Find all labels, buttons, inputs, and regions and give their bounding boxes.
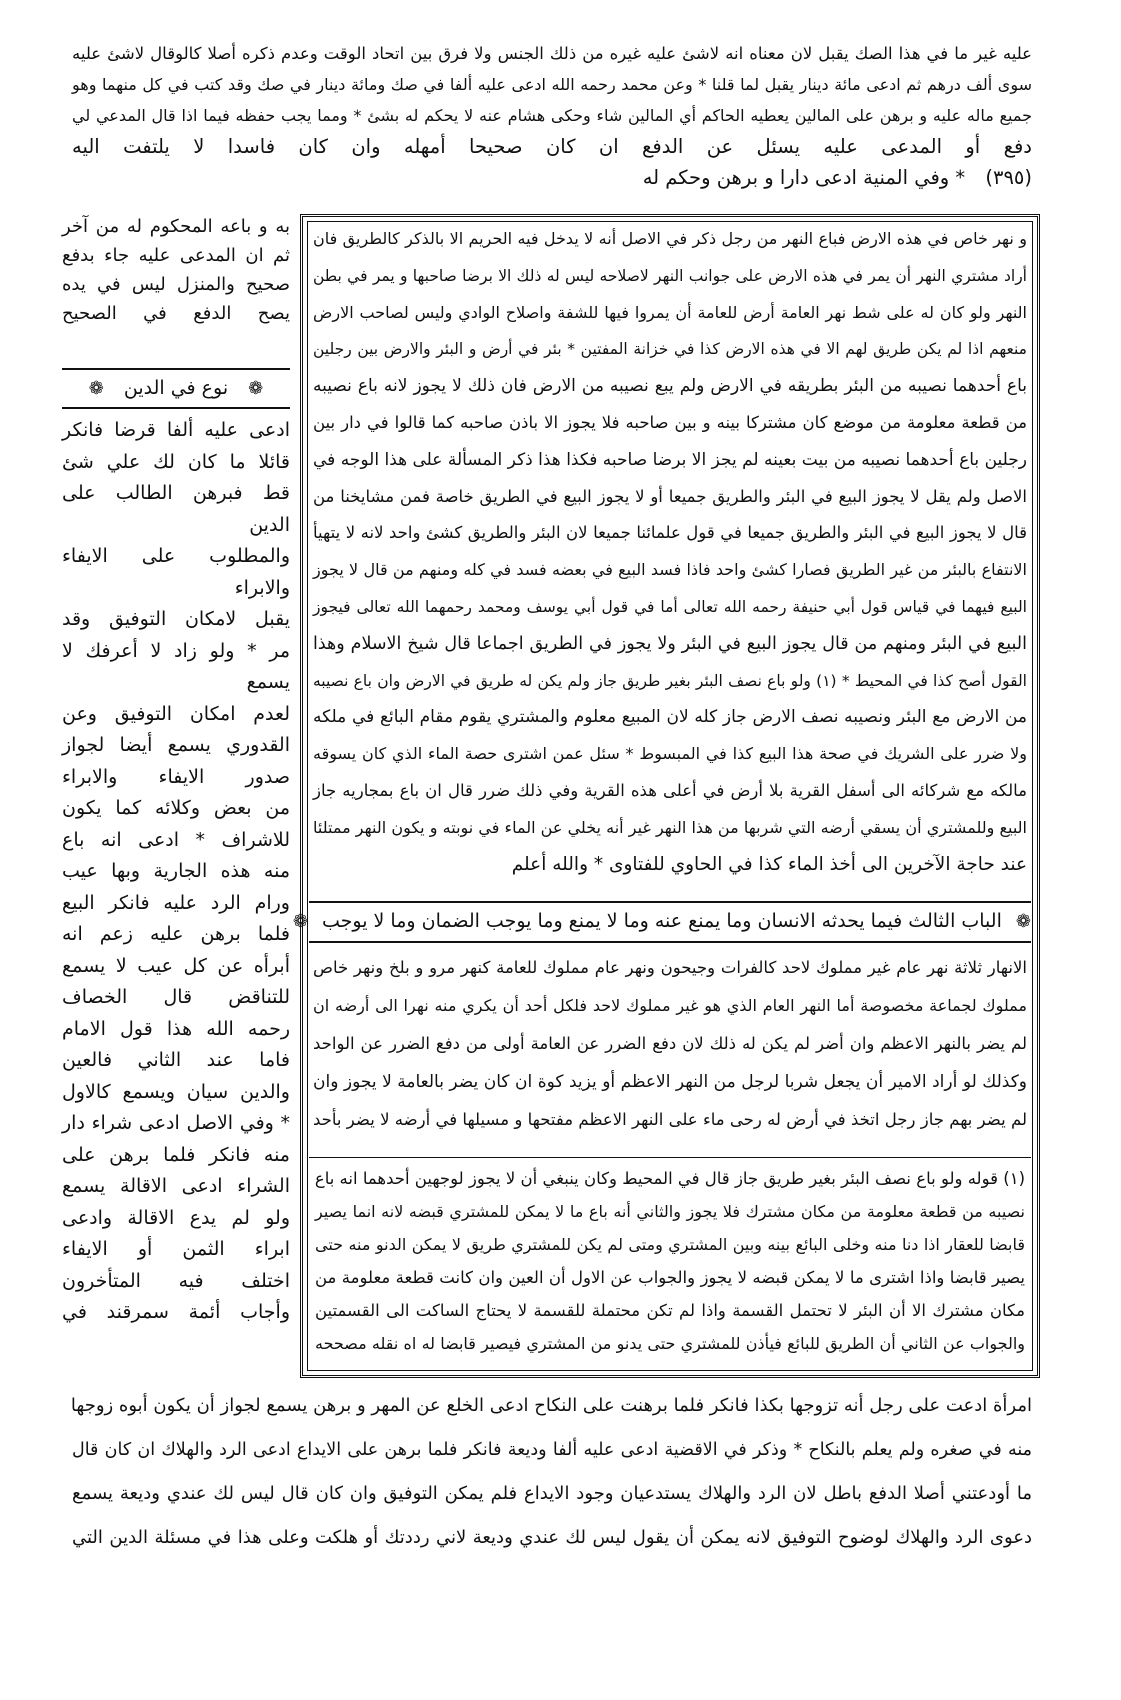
text-line: والجواب عن الثاني أن الطريق للبائع فيأذن للمشتري حتى يدنو من المشتري فيصير قابضا له اه نقله مصححه	[315, 1334, 1025, 1353]
text-line: صدور الايفاء والابراء	[62, 765, 290, 788]
chapter-heading-text: الباب الثالث فيما يحدثه الانسان وما يمنع عنه وما لا يمنع وما يوجب الضمان وما لا يوجب	[322, 910, 1002, 932]
main-paragraph	[313, 221, 1027, 889]
text-line: الانتفاع بالبئر من غير الطريق فصارا كشئ واحد فاذا فسد البيع في بعضه فسد في كله ومنهم من قال لا يجوز	[313, 560, 1027, 580]
text-line: والدين سيان ويسمع كالاول	[62, 1080, 290, 1103]
text-line: عليه غير ما في هذا الصك يقبل لان معناه انه لاشئ عليه غيره من ذلك الجنس ولا فرق بين اتحاد الوقت وعدم ذكره أصلا كالوقال لاشئ عليه	[72, 44, 1032, 63]
text-line: سوى ألف درهم ثم ادعى مائة دينار يقبل لما قلنا * وعن محمد رحمه الله ادعى عليه ألفا في صك ومائة دينار في صك وقد كتب في كل منهما وهو	[72, 75, 1032, 94]
text-line: قائلا ما كان لك علي شئ	[62, 450, 290, 473]
text-line: منعهم اذا لم يكن طريق لهم الا في هذه الارض كذا في خزانة المفتين * بئر في أرض و البئر والارض بين رجلين	[313, 340, 1027, 359]
text-line: ما أودعتني أصلا الدفع باطل لان الرد والهلاك يستدعيان وجود الايداع فلم يمكن التوفيق وان كان قال ليس لك عندي وديعة يسمع	[72, 1483, 1032, 1504]
text-line: ثم ان المدعى عليه جاء بدفع	[62, 245, 290, 266]
text-line: منه هذه الجارية وبها عيب	[62, 860, 290, 882]
text-line: ورام الرد عليه فانكر البيع	[62, 891, 290, 914]
text-line: الانهار ثلاثة نهر عام غير مملوك لاحد كالفرات وجيحون ونهر عام مملوك للعامة كنهر مرو و بلخ ونهر خاص	[313, 958, 1027, 977]
text-line: ابراء الثمن أو الايفاء	[62, 1238, 290, 1260]
text-line: باع أحدهما نصيبه من البئر بطريقه في الارض ولم يبع نصيبه من الارض فان ذلك لا يجوز لانه باع نصيبه	[313, 376, 1027, 397]
text-line: رحمه الله هذا قول الامام	[62, 1017, 290, 1040]
text-line: وكذلك لو أراد الامير أن يجعل شربا لرجل من النهر الاعظم أو يزيد كوة ان كان يضر بالعامة لا يجوز وان	[313, 1072, 1027, 1092]
text-line: من قطعة معلومة من موضع كان مشتركا بينه و بين صاحبه فلا يجوز الا باذن صاحبه كما قالوا في دار بين	[313, 412, 1027, 432]
text-line: لم يضر بالنهر الاعظم وان أضر لم يكن له ذلك لان دفع الضرر عن العامة أولى من دفع الضرر عن الواحد	[313, 1034, 1027, 1053]
text-line: نصيبه من قطعة معلومة من مكان مشترك فلا يجوز والثاني أنه باع ما لا يمكن للمشتري قبضه لانه انما يصير	[315, 1202, 1025, 1221]
text-line: للاشراف * ادعى انه باع	[62, 828, 290, 851]
ornament-icon: ❁	[88, 378, 104, 399]
chapter-paragraph	[313, 949, 1027, 1149]
text-line: ولو لم يدع الاقالة وادعى	[62, 1206, 290, 1229]
side-heading-text: نوع في الدين	[123, 377, 229, 399]
text-line: من الارض مع البئر ونصيبه نصف الارض جاز كله لان المبيع معلوم والمشتري يقوم مقام البائع في ملكه	[313, 707, 1027, 728]
text-line: القدوري يسمع أيضا لجواز	[62, 734, 290, 756]
text-line: مكان مشترك الا أن البئر لا تحتمل القسمة واذا لم تكن محتملة للقسمة لا يحتاج الساكت الى القسمتين	[315, 1301, 1025, 1320]
text-line: لعدم امكان التوفيق وعن	[62, 702, 290, 725]
footnote-box	[309, 1157, 1031, 1366]
text-line: البيع وللمشتري أن يسقي أرضه التي شربها من هذا النهر غير أنه يخلي عن الماء في نوبته و يكون النهر ممتلئا	[313, 817, 1027, 837]
text-line: اختلف فيه المتأخرون	[62, 1269, 290, 1292]
text-line: لم يضر بهم جاز رجل اتخذ في أرض له رحى ماء على النهر الاعظم مفتحها و مسيلها في أرضه لا يضر بأحد	[313, 1110, 1027, 1129]
text-line: مملوك لجماعة مخصوصة أما النهر العام الذي هو غير مملوك لاحد فلكل أحد أن يكري منه نهرا الى أرضه ان	[313, 996, 1027, 1015]
ornament-icon: ❁	[292, 911, 308, 932]
text-line: قال لا يجوز البيع في البئر والطريق جميعا في قول علمائنا جميعا لان البئر والطريق كشئ واحد لانه لا يتهيأ	[313, 523, 1027, 543]
text-line: من بعض وكلائه كما يكون	[62, 797, 290, 819]
text-line: أبرأه عن كل عيب لا يسمع	[62, 954, 290, 977]
text-line: منه في صغره ولم يعلم بالنكاح * وذكر في الاقضية ادعى عليه ألفا وديعة فانكر فلما برهن على الايداع ادعى الرد والهلاك ان كان قال	[72, 1440, 1032, 1460]
text-line: أراد مشتري النهر أن يمر في هذه الارض على جوانب النهر لاصلاحه ليس له ذلك الا برضا صاحبها و يمر في بطن	[313, 266, 1027, 285]
ornament-icon: ❁	[1015, 911, 1031, 932]
footnote-paragraph	[315, 1162, 1025, 1362]
text-line: يقبل لامكان التوفيق وقد	[62, 608, 290, 630]
text-line: دعوى الرد والهلاك لوضوح التوفيق لانه يمكن أن يقول ليس لك عندي وديعة لاني رددتك أو هلكت وعلى هذا في مسئلة الدين التي	[72, 1527, 1032, 1548]
text-line: دفع أو المدعى عليه يسئل عن الدفع ان كان صحيحا أمهله وان كان فاسدا لا يلتفت اليه	[72, 135, 1032, 158]
text-line: فلما برهن عليه زعم انه	[62, 923, 290, 945]
text-line: ولا ضرر على الشريك في صحة هذا البيع كذا في المبسوط * سئل عمن اشترى حصة الماء الذي كان يسوقه	[313, 744, 1027, 764]
page-number: (٣٩٥)	[985, 166, 1032, 189]
text-line: وأجاب أئمة سمرقند في	[62, 1301, 290, 1323]
text-line: البيع في البئر ومنهم من قال يجوز البيع في البئر ولا يجوز في الطريق اجماعا قال شيخ الاسلام وهذا	[313, 633, 1027, 654]
text-line: والمطلوب على الايفاء والابراء	[62, 545, 290, 599]
text-line: يصير قابضا واذا اشترى ما لا يمكن قبضه لا يجوز والجواب عن الاول أن العين وان كانت قطعة معلومة من	[315, 1268, 1025, 1287]
text-line: القول أصح كذا في المحيط * (١) ولو باع نصف البئر بغير طريق جاز ولم يكن له طريق في الارض وان باع نصيبه	[313, 671, 1027, 690]
text-line: منه فانكر فلما برهن على	[62, 1143, 290, 1166]
text-line: جميع ماله عليه و برهن على المالين يعطيه الحاكم أي المالين شاء وحكى هشام عنه لا يحكم له بشئ * ومما يجب حفظه فيما اذا قال المدعي لي	[72, 106, 1032, 125]
side-section-heading	[62, 368, 290, 409]
text-line: قابضا للعقار اذا دنا منه وخلى البائع بينه وبين المشتري ومتى لم يكن للمشتري طريق لا يمكن الدنو منه حتى	[315, 1235, 1025, 1254]
text-line: صحيح والمنزل ليس في يده	[62, 274, 290, 295]
top-paragraph	[72, 38, 1032, 208]
ornament-icon: ❁	[248, 378, 264, 399]
text-line: * وفي الاصل ادعى شراء دار	[62, 1112, 290, 1134]
text-line-with-page-number	[72, 162, 1032, 193]
text-line: مر * ولو زاد لا أعرفك لا يسمع	[62, 639, 290, 693]
text-line: رجلين باع أحدهما نصيبه من بيت بعينه لم يجز الا برضا صاحبه فكذا هذا ذكر المسألة على هذا الوجه في	[313, 449, 1027, 470]
text-line: للتناقض قال الخصاف	[62, 986, 290, 1008]
side-top-paragraph	[62, 212, 290, 362]
text-line: قط فبرهن الطالب على الدين	[62, 482, 290, 536]
text-line: عند حاجة الآخرين الى أخذ الماء كذا في الحاوي للفتاوى * والله أعلم	[511, 853, 1027, 875]
text-line: امرأة ادعت على رجل أنه تزوجها بكذا فانكر فلما برهنت على النكاح ادعى الخلع عن المهر و برهن يسمع لجواز أن يكون أبوه زوجها	[70, 1395, 1032, 1416]
text-line: الاصل ولم يقل لا يجوز البيع في البئر والطريق جميعا أو لا يجوز البيع في الطريق خاصة فمن مشايخنا من	[313, 486, 1027, 506]
text-line: * وفي المنية ادعى دارا و برهن وحكم له	[642, 166, 966, 189]
text-line: يصح الدفع في الصحيح	[62, 303, 290, 324]
text-line: (١) قوله ولو باع نصف البئر بغير طريق جاز قال في المحيط وكان ينبغي أن لا يجوز لوجهين أحدهما انه باع	[314, 1169, 1025, 1188]
text-line: فاما عند الثاني فالعين	[62, 1049, 290, 1071]
text-line: مالكه مع شركائه الى أسفل القرية بلا أرض في أعلى هذه القرية وفي ذلك ضرر قال ان باع بمجاريه جاز	[313, 780, 1027, 800]
text-line: النهر ولو كان له على شط نهر العامة أرض للعامة أن يمروا فيها للشفة واصلاح الوادي وليس لصاحب الارض	[313, 302, 1027, 322]
text-line: البيع فيهما في قياس قول أبي حنيفة رحمه الله تعالى أما في قول أبي يوسف ومحمد رحمهما الله تعالى فيجوز	[313, 597, 1027, 616]
text-line: الشراء ادعى الاقالة يسمع	[62, 1175, 290, 1197]
chapter-heading	[292, 901, 1031, 943]
text-line: به و باعه المحكوم له من آخر	[62, 216, 290, 237]
text-line: ادعى عليه ألفا قرضا فانكر	[62, 419, 290, 441]
text-line: و نهر خاص في هذه الارض فباع النهر من رجل ذكر في الاصل أنه لا يدخل فيه الحريم الا بالذكر كالطريق فان	[313, 229, 1027, 248]
bottom-paragraph	[72, 1384, 1032, 1574]
main-text-frame	[292, 214, 1040, 1378]
